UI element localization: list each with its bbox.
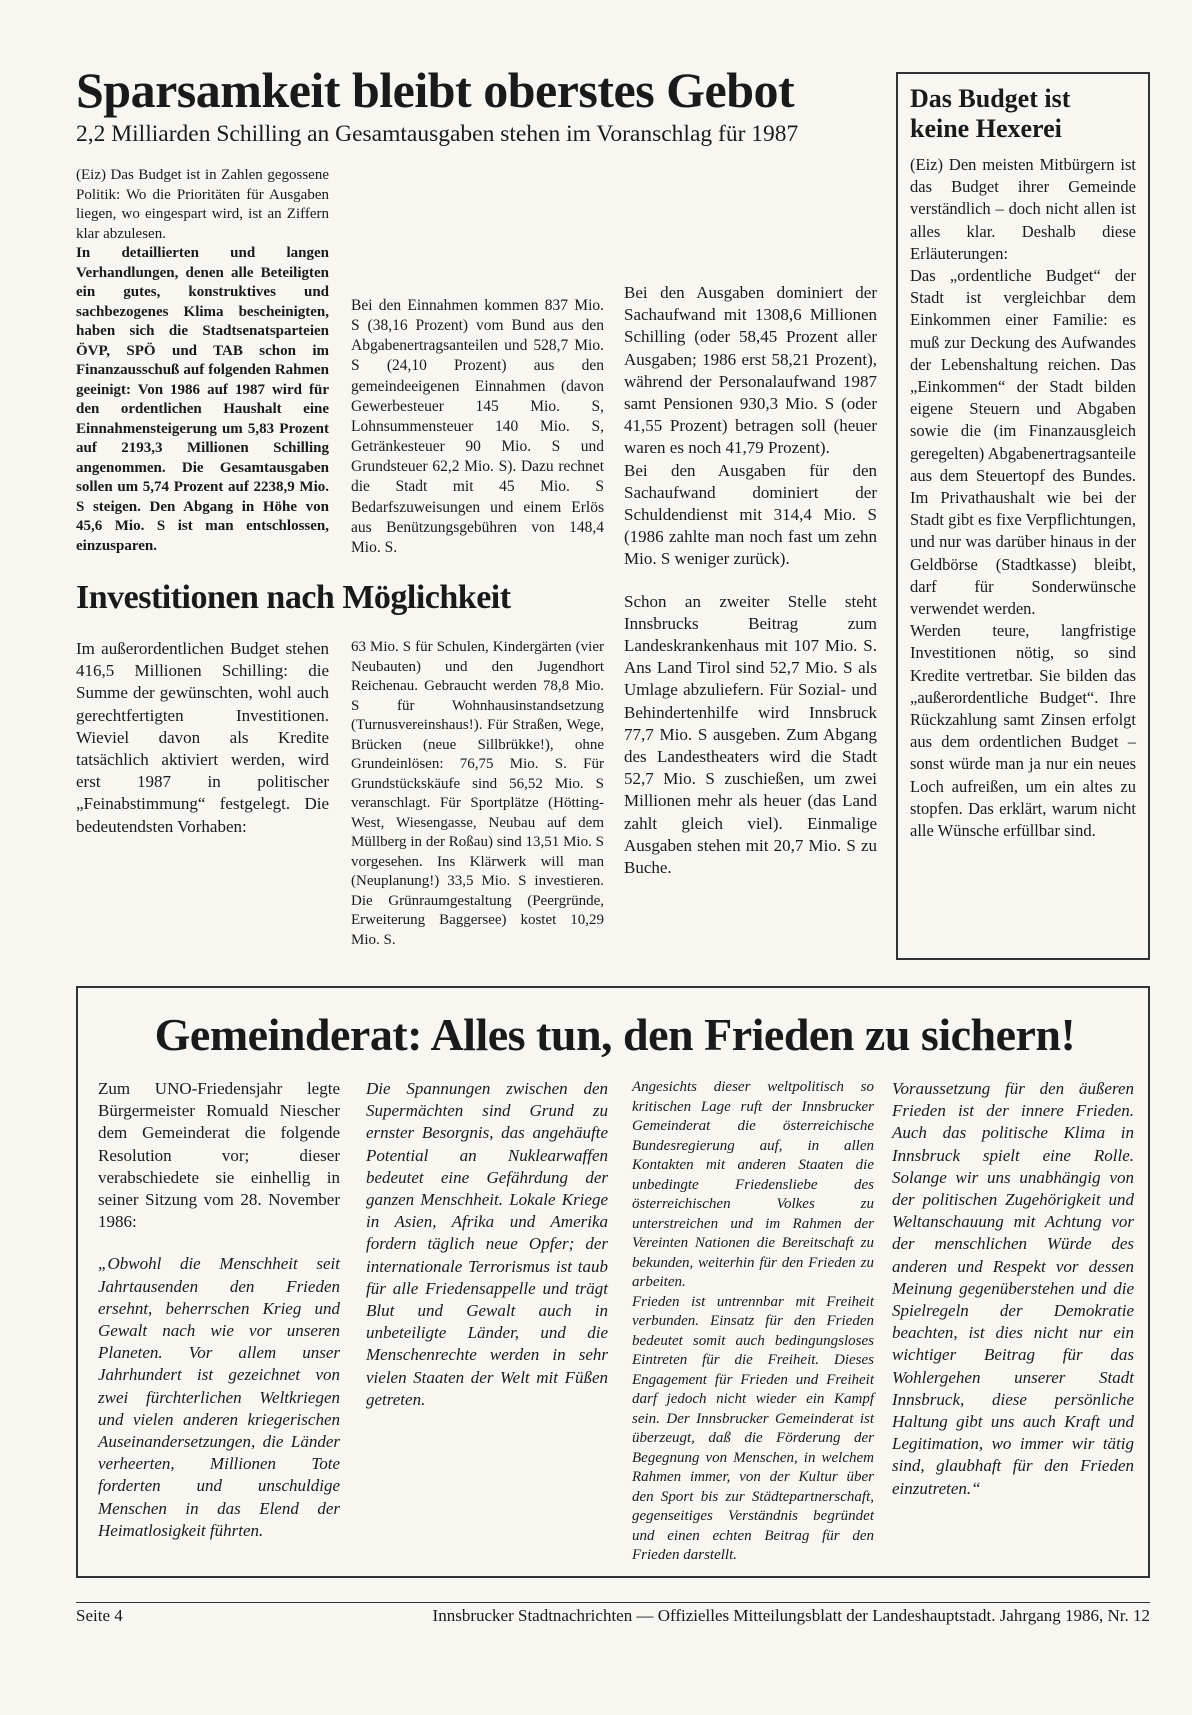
resolution-column-4	[892, 1078, 1134, 1500]
budget-explainer-extraordinary: Werden teure, langfristige Investitionen nötig, so sind Kredite vertretbar. Sie bilden das „außerordentliche Budget“. Ihre Rückzahlung samt Zinsen erfolgt aus dem ordentlichen Budget – sonst würde man ja nur ein neues Loch aufreißen, um ein altes zu stopfen. Das erklärt, warum nicht alle Wünsche erfüllbar sind.	[910, 621, 1136, 841]
resolution-quote-2: Die Spannungen zwischen den Supermächten sind Grund zu ernster Besorgnis, das angehäufte Potential an Nuklearwaffen bedeutet eine Gefährdung der ganzen Menschheit. Lokale Kriege in Asien, Afrika und Amerika fordern täglich neue Opfer; der internationale Terrorismus ist taub für alle Friedensappelle und trägt Blut und Gewalt auch in unbeteiligte Länder, und die Menschenrechte werden in sehr vielen Staaten der Welt mit Füßen getreten.	[366, 1079, 608, 1409]
resolution-quote-1: „Obwohl die Menschheit seit Jahrtausenden den Frieden ersehnt, beherrschen Krieg und Gewalt nach wie vor unseren Planeten. Vor allem unser Jahrhundert ist gezeichnet von zwei fürchterlichen Weltkriegen und vielen anderen kriegerischen Auseinandersetzungen, die Länder verheerten, Millionen Tote forderten und unschuldige Menschen in das Elend der Heimatlosigkeit führten.	[98, 1254, 340, 1540]
article2-column-1	[76, 638, 329, 838]
budget-explainer-ordinary: Das „ordentliche Budget“ der Stadt ist vergleichbar dem Einkommen einer Familie: es muß zur Deckung des Aufwandes der Lebenshaltung reichen. Das „Einkommen“ der Stadt bilden eigene Steuern und Abgaben sowie die (im Finanzausgleich geregelten) Abgabenertragsanteile aus dem Steuertopf des Bundes. Im Privathaushalt wie bei der Stadt gibt es fixe Verpflichtungen, und nur was darüber hinaus in der Geldbörse (Stadtkasse) bleibt, darf für Sonderwünsche verwendet werden.	[910, 266, 1136, 619]
article1-contributions-paragraph: Schon an zweiter Stelle steht Innsbrucks Beitrag zum Landeskrankenhaus mit 107 Mio. S. Ans Land Tirol sind 52,7 Mio. S als Umlage abzuliefern. Für Sozial- und Behindertenhilfe wird Innsbruck 77,7 Mio. S ausgeben. Zum Abgang des Landestheaters wird die Stadt 52,7 Mio. S zuschießen, um zwei Millionen mehr als heuer (das Land zahlt gleich viel). Einmalige Ausgaben stehen mit 20,7 Mio. S zu Buche.	[624, 591, 877, 878]
article2-column-2	[351, 638, 604, 950]
budget-explainer-title: Das Budget ist keine Hexerei	[910, 84, 1071, 143]
article1-intro: (Eiz) Das Budget ist in Zahlen gegossene Politik: Wo die Prioritäten für Ausgaben liegen, wo eingespart wird, ist an Ziffern klar abzulesen.	[76, 167, 329, 242]
article1-revenue-paragraph: Bei den Einnahmen kommen 837 Mio. S (38,16 Prozent) vom Bund aus den Abgabenertragsanteilen und 528,7 Mio. S (24,10 Prozent) aus den gemeindeeigenen Einnahmen (davon Gewerbesteuer 145 Mio. S, Lohnsummensteuer 140 Mio. S, Getränkesteuer 90 Mio. S und Grundsteuer 62,2 Mio. S). Dazu rechnet die Stadt mit 45 Mio. S Bedarfszuweisungen und einem Erlös aus Benützungsgebühren von 148,4 Mio. S.	[351, 297, 604, 556]
article-headline: Sparsamkeit bleibt oberstes Gebot	[76, 62, 795, 118]
resolution-column-1	[98, 1078, 340, 1542]
investment-headline: Investitionen nach Möglichkeit	[76, 579, 511, 616]
resolution-column-3	[632, 1078, 874, 1566]
budget-explainer-intro: (Eiz) Den meisten Mitbürgern ist das Budget ihrer Gemeinde verständlich – doch nicht allen ist alles klar. Deshalb diese Erläuterungen:	[910, 155, 1136, 263]
peace-resolution-headline: Gemeinderat: Alles tun, den Frieden zu sichern!	[154, 1009, 1076, 1060]
article1-column-2	[351, 296, 604, 558]
article1-lead-bold: In detaillierten und langen Verhandlungen, denen alle Beteiligten ein gutes, konstruktives und sachbezogenes Klima bescheinigten, haben sich die Stadtsenatsparteien ÖVP, SPÖ und TAB schon im Finanzausschuß auf folgenden Rahmen geeinigt: Von 1986 auf 1987 wird für den ordentlichen Haushalt eine Einnahmensteigerung um 5,83 Prozent auf 2193,3 Millionen Schilling angenommen. Die Gesamtausgaben sollen um 5,74 Prozent auf 2238,9 Mio. S steigen. Den Abgang in Höhe von 45,6 Mio. S ist man entschlossen, einzusparen.	[76, 245, 329, 554]
article1-column-3	[624, 282, 877, 879]
article-subheadline: 2,2 Milliarden Schilling an Gesamtausgaben stehen im Voranschlag für 1987	[76, 121, 799, 147]
article1-material-paragraph: Bei den Ausgaben für den Sachaufwand dominiert der Schuldendienst mit 314,4 Mio. S (1986 zahlte man noch fast um zehn Mio. S weniger zurück).	[624, 460, 877, 569]
peace-resolution-box	[76, 986, 1150, 1578]
article1-expenses-paragraph: Bei den Ausgaben dominiert der Sachaufwand mit 1308,6 Millionen Schilling (oder 58,45 Prozent aller Ausgaben; 1986 erst 58,21 Prozent), während der Personalaufwand 1987 samt Pensionen 930,3 Mio. S (oder 41,55 Prozent) betragen soll (heuer waren es noch 41,79 Prozent).	[624, 283, 877, 458]
footer-rule	[76, 1602, 1150, 1603]
article1-column-1	[76, 166, 329, 556]
resolution-quote-3: Angesichts dieser weltpolitisch so kritischen Lage ruft der Innsbrucker Gemeinderat die österreichische Bundesregierung auf, in allen Kontakten mit anderen Staaten die unbedingte Friedensliebe des österreichischen Volkes zu unterstreichen und im Rahmen der Vereinten Nationen die Bereitschaft zu bekunden, weiterhin für den Frieden zu arbeiten.	[632, 1079, 874, 1290]
resolution-column-2	[366, 1078, 608, 1411]
resolution-quote-5: Voraussetzung für den äußeren Frieden ist der innere Frieden. Auch das politische Klima in Innsbruck spielt eine Rolle. Solange wir uns unabhängig von der politischen Zugehörigkeit und Weltanschauung mit Achtung vor der menschlichen Würde des anderen und Respekt vor dessen Meinung gegenüberstehen und die Spielregeln der Demokratie beachten, ist dies nicht nur ein wichtiger Beitrag für das Wohlergehen unserer Stadt Innsbruck, diese persönliche Haltung gibt uns auch Kraft und Legitimation, wo immer wir tätig sind, glaubhaft für den Frieden einzutreten.“	[892, 1079, 1134, 1498]
article2-intro: Im außerordentlichen Budget stehen 416,5 Millionen Schilling: die Summe der gewünschten, wohl auch gerechtfertigten Investitionen. Wieviel davon als Kredite tatsächlich aktiviert werden, wird erst 1987 in politischer „Feinabstimmung“ festgelegt. Die bedeutendsten Vorhaben:	[76, 639, 329, 836]
article2-projects: 63 Mio. S für Schulen, Kindergärten (vier Neubauten) und den Jugendhort Reichenau. Gebraucht werden 78,8 Mio. S für Wohnhausinstandsetzung (Turnusvereinshaus!). Für Straßen, Wege, Brücken (neue Sillbrükke!), ohne Grundeinlösen: 76,75 Mio. S. Für Grundstückskäufe sind 56,52 Mio. S veranschlagt. Für Sportplätze (Hötting-West, Wiesengasse, Neubau auf dem Müllberg in der Roßau) sind 13,51 Mio. S vorgesehen. Ins Klärwerk will man (Neuplanung!) 33,5 Mio. S investieren. Die Grünraumgestaltung (Peergründe, Erweiterung Baggersee) kostet 10,29 Mio. S.	[351, 639, 604, 948]
page-number: Seite 4	[76, 1606, 123, 1625]
resolution-quote-4: Frieden ist untrennbar mit Freiheit verbunden. Einsatz für den Frieden bedeutet somit auch bedingungsloses Eintreten für die Freiheit. Dieses Engagement für Frieden und Freiheit darf jedoch nicht wieder ein Kampf sein. Der Innsbrucker Gemeinderat ist überzeugt, daß die Förderung der Begegnung von Menschen, in welchem Rahmen immer, von der Kultur über den Sport bis zur Städtepartnerschaft, gegenseitiges Verständnis begründet und einen echten Beitrag für den Frieden darstellt.	[632, 1293, 874, 1563]
resolution-intro: Zum UNO-Friedensjahr legte Bürgermeister Romuald Niescher dem Gemeinderat die folgende Resolution vor; dieser verabschiedete sie einhellig in seiner Sitzung vom 28. November 1986:	[98, 1079, 340, 1232]
publication-line: Innsbrucker Stadtnachrichten — Offizielles Mitteilungsblatt der Landeshauptstadt. Jahrgang 1986, Nr. 12	[432, 1606, 1150, 1625]
budget-explainer-box	[896, 72, 1150, 960]
